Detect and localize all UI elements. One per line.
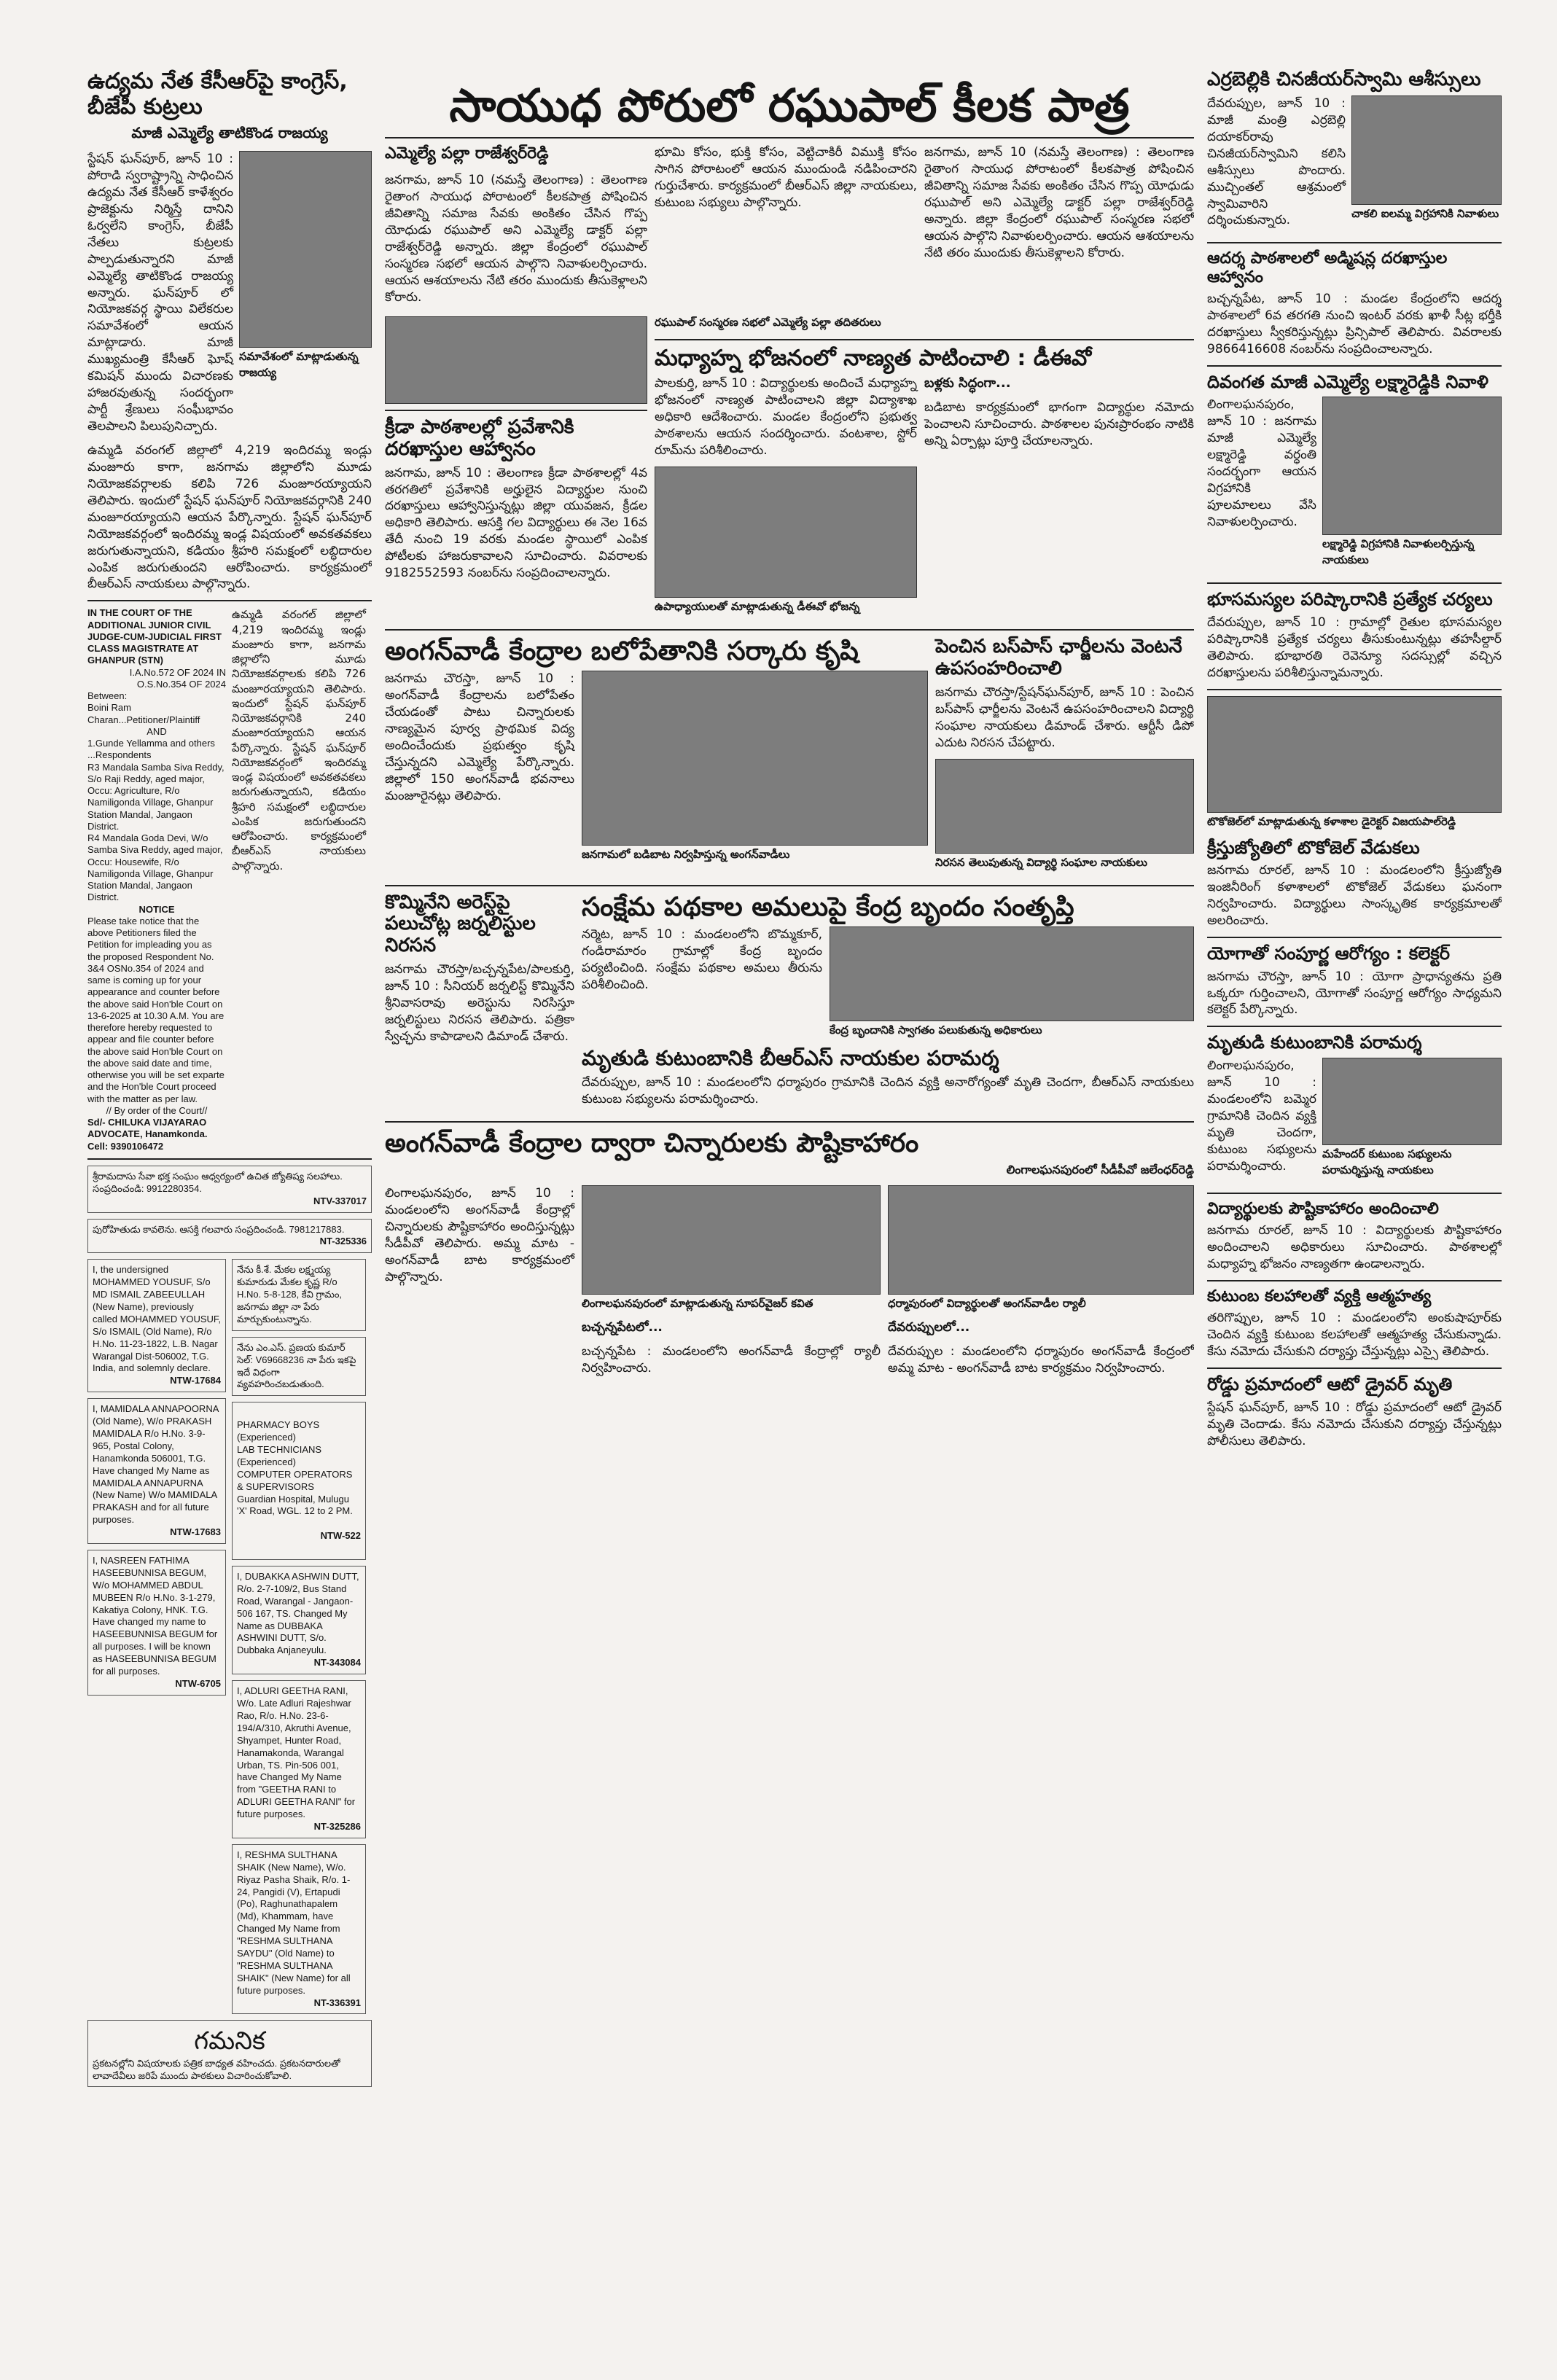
anganwadi-bottom-body: లింగాలఘనపురం, జూన్‌ 10 : మండలంలోని అంగన్‌వాడీ కేంద్రాల్లో చిన్నారులకు పౌష్టికాహారం అందిస్తున్నట్లు సీడీపీవో తెలిపారు. అమ్మ మాట - అంగన్‌వాడీ బాట కార్యక్రమంలో పాల్గొన్నారు. [385,1186,574,1285]
center-column [385,69,1194,2351]
anganwadi-caption-2: ధర్మాపురంలో విద్యార్థులతో అంగన్‌వాడీల ర్యాలీ [888,1297,1086,1311]
court-respondent4: R4 Mandala Goda Devi, W/o Samba Siva Reddy, aged major, Occu: Housewife, R/o Namiligonda Village, Ghanpur Station Mandal, Jangaon District. [87,832,223,903]
ad1-code: NTV-337017 [313,1195,367,1206]
errabelli-photo [1351,95,1502,205]
raghupal-meeting-photo [385,316,647,404]
bus-pass-body: జనగామ చౌరస్తా/స్టేషన్‌ఘన్‌పూర్‌, జూన్‌ 10 : పెంచిన బస్‌పాస్‌ ఛార్జీలను వెంటనే ఉపసంహరించాలని విద్యార్థి సంఘాల నాయకులు డిమాండ్‌ చేశారు. ఆర్టీసీ డిపో ఎదుట నిరసన చేపట్టారు. [935,684,1194,750]
anganwadi-top-caption: జనగామలో బడిబాట నిర్వహిస్తున్న అంగన్‌వాడీలు [582,848,790,862]
sports-headline: క్రీడా పాఠశాలల్లో ప్రవేశానికి దరఖాస్తుల ఆహ్వానం [385,415,574,460]
left-headline: ఉద్యమ నేత కేసీఆర్‌పై కాంగ్రెస్‌, బీజేపీ కుట్రలు [87,69,348,120]
mid-ad5-code: NT-325286 [313,1820,361,1832]
left-body-continued: ఉమ్మడి వరంగల్‌ జిల్లాలో 4,219 ఇందిరమ్మ ఇండ్లు మంజూరు కాగా, జనగామ జిల్లాలోని మూడు నియోజకవర్గాలకు కలిపి 726 మంజూరయ్యాయని తెలిపారు. ఇందులో స్టేషన్‌ ఘన్‌పూర్‌ నియోజకవర్గానికి 240 మంజూరయ్యాయని ఆయన పేర్కొన్నారు. స్టేషన్‌ ఘన్‌పూర్‌ నియోజకవర్గంలో ఇందిరమ్మ ఇండ్ల విషయంలో అవకతవకలు జరుగుతున్నాయని, కడియం శ్రీహరి సమక్షంలో లబ్ధిదారుల ఎంపిక జరుగుతుందని ఆరోపించారు. కార్యక్రమంలో బీఆర్‌ఎస్‌ నాయకులు పాల్గొన్నారు. [232,608,366,873]
yoga-headline: యోగాతో సంపూర్ణ ఆరోగ్యం : కలెక్టర్‌ [1207,943,1451,964]
main-subhead: ఎమ్మెల్యే పల్లా రాజేశ్వర్‌రెడ్డి [385,144,549,163]
main-body-3: జనగామ, జూన్‌ 10 (నమస్తే తెలంగాణ) : తెలంగాణ రైతాంగ సాయుధ పోరాటంలో కీలకపాత్ర పోషించిన జీవితాన్ని సమాజ సేవకు అంకితం చేసిన గొప్ప యోధుడు రఘుపాల్‌ అని ఎమ్మెల్యే డాక్టర్‌ పల్లా రాజేశ్వర్‌రెడ్డి అన్నారు. జిల్లా కేంద్రంలో రఘుపాల్‌ సంస్మరణ సభలో ఆయన పాల్గొని నివాళులర్పించారు. ఆయన ఆశయాలను నేటి తరం ముందుకు తీసుకెళ్లాలని కోరారు. [924,145,1194,260]
central-team-headline: సంక్షేమ పథకాల అమలుపై కేంద్ర బృందం సంతృప్తి [582,891,1074,922]
classified-mid-ad-1 [232,1259,366,1330]
mid-ad2-text: నేను ఎం.ఎస్‌. ప్రణయ కుమార్‌ సెల్‌: V69668236 నా పేరు ఇకపై ఇదే విధంగా వ్యవహరించబడుతుంది. [237,1341,356,1390]
classified-ad-2 [87,1219,372,1254]
anganwadi-top-headline: అంగన్‌వాడీ కేంద్రాల బలోపేతానికి సర్కారు కృషి [385,636,859,666]
right-lower-body-2: జనగామ రూరల్‌, జూన్‌ 10 : విద్యార్థులకు పౌష్టికాహారం అందించాలని అధికారులు సూచించారు. పాఠశాలల్లో మధ్యాహ్న భోజనం నాణ్యతగా ఉండాలన్నారు. [1207,1223,1502,1272]
court-petitioner: Boini Ram Charan...Petitioner/Plaintiff [87,702,200,725]
court-title: IN THE COURT OF THE ADDITIONAL JUNIOR CIVIL JUDGE-CUM-JUDICIAL FIRST CLASS MAGISTRATE AT GHANPUR (STN) [87,607,222,666]
right-headline-4: భూసమస్యల పరిష్కారానికి ప్రత్యేక చర్యలు [1207,589,1493,610]
classified-mid-ad-3 [232,1402,366,1560]
mid-ad3-text: PHARMACY BOYS (Experienced) LAB TECHNICIANS (Experienced) COMPUTER OPERATORS & SUPERVISORS Guardian Hospital, Mulugu 'X' Road, WGL. 12 to 2 PM. [237,1419,353,1517]
right-body-1: దేవరుప్పుల, జూన్‌ 10 : మాజీ మంత్రి ఎర్రబెల్లి దయాకర్‌రావు చినజీయర్‌స్వామిని కలిసి ఆశీస్సులు పొందారు. ముచ్చింతల్‌ ఆశ్రమంలో స్వామివారిని దర్శించుకున్నారు. [1207,95,1346,228]
christ-jyothi-headline: క్రీస్తుజ్యోతిలో టొకోజెల్‌ వేడుకలు [1207,837,1420,858]
mid-ad5-text: I, ADLURI GEETHA RANI, W/o. Late Adluri Rajeshwar Rao, R/o. H.No. 23-6-194/A/310, Akruthi Avenue, Shyampet, Hunter Road, Hanamakonda, Warangal Urban, TS. Pin-506 001, have Changed My Name from "GEETHA RANI to ADLURI GEETHA RANI" for future purposes. [237,1685,356,1820]
mid-ad6-text: I, RESHMA SULTHANA SHAIK (New Name), W/o. Riyaz Pasha Shaik, R/o. 1-24, Pangidi (V), Ertapudi (Po), Raghunathapalem (Md), Khammam, have Changed My Name from "RESHMA SULTHANA SAYDU" (Old Name) to "RESHMA SULTHANA SHAIK" (New Name) for all future purposes. [237,1849,351,1996]
ad2-code: NT-325336 [319,1236,367,1247]
ad2-text: పురోహితుడు కావలెను. ఆసక్తి గలవారు సంప్రదించండి. 7981217883. [93,1223,345,1235]
left-body: స్టేషన్‌ ఘన్‌పూర్‌, జూన్‌ 10 : పోరాడి స్వరాష్ట్రాన్ని సాధించిన ఉద్యమ నేత కేసీఆర్‌ కాళేశ్వరం ప్రాజెక్టును నిర్మిస్తే దానిని ఓర్వలేని కాంగ్రెస్‌, బీజేపీ నేతలు కుట్రలకు పాల్పడుతున్నారని మాజీ ఎమ్మెల్యే తాటికొండ రాజయ్య అన్నారు. ఘన్‌పూర్‌ లో నియోజకవర్గ స్థాయి విలేకరుల సమావేశంలో ఆయన మాట్లాడారు. మాజీ ముఖ్యమంత్రి కేసీఆర్‌ ఘోష్‌ కమిషన్‌ ముందు విచారణకు హాజరవుతున్న సందర్భంగా పార్టీ శ్రేణులు సంఘీభావం తెలపాలని పిలుపునిచ్చారు. [87,152,233,434]
midday-subsection: బళ్లకు సిద్ధంగా... [924,375,1011,391]
central-team-photo [830,926,1194,1021]
court-notice-head: NOTICE [138,903,175,915]
classified-ad-5 [87,1550,226,1696]
classified-notice [87,2020,372,2087]
ad4-text: I, MAMIDALA ANNAPOORNA (Old Name), W/o PRAKASH MAMIDALA R/o H.No. 3-9-965, Postal Colony, Hanamkonda 506001, T.G. Have changed My Name as MAMIDALA ANNAPURNA (New Name) W/o MAMIDALA PRAKASH and for all future purposes. [93,1403,219,1526]
rajaiah-photo [239,151,372,348]
right-headline-3: దివంగత మాజీ ఎమ్మెల్యే లక్ష్మారెడ్డికి నివాళి [1207,371,1488,392]
journalists-headline: కొమ్మినేని అరెస్ట్‌పై పలుచోట్ల జర్నలిస్టుల నిరసన [385,891,536,957]
ad5-code: NTW-6705 [175,1677,221,1689]
classified-mid-ad-2 [232,1337,366,1397]
anganwadi-badibata-photo [582,671,928,846]
deo-photo [655,467,917,598]
court-by-order: // By order of the Court// [106,1104,208,1116]
court-and: AND [147,725,167,737]
mid-ad1-text: నేను కీ.శే. మేకల లక్ష్మయ్య కుమారుడు మేకల కృష్ణ R/o H.No. 5-8-128, కేవి గ్రామం, జనగామ జిల్లా నా పేరు మార్చుకుంటున్నాను. [237,1264,343,1324]
ad1-text: శ్రీరామదాసు సేవా భక్త సంఘం ఆధ్వర్యంలో ఉచిత జ్యోతిష్య సలహాలు. సంప్రదించండి: 9912280354. [93,1170,343,1194]
mid-ad4-code: NT-343084 [313,1657,361,1669]
right-body-2: బచ్చన్నపేట, జూన్‌ 10 : మండల కేంద్రంలోని ఆదర్శ పాఠశాలలో 6వ తరగతి నుంచి ఇంటర్‌ వరకు ఖాళీ సీట్ల భర్తీకి దరఖాస్తులు స్వీకరిస్తున్నట్లు ప్రిన్సిపాల్‌ తెలిపారు. వివరాలకు 9866416608 నంబర్‌ను సంప్రదించాలన్నారు. [1207,291,1502,356]
main-headline: సాయుధ పోరులో రఘుపాల్‌ కీలక పాత్ర [449,79,1130,132]
central-team-body: నర్మెట, జూన్‌ 10 : మండలంలోని బొమ్మకూర్‌, గండిరామారం గ్రామాల్లో కేంద్ర బృందం పర్యటించింది. సంక్షేమ పథకాల అమలు తీరును పరిశీలించింది. [582,926,822,992]
right-lower-body-4: స్టేషన్‌ ఘన్‌పూర్‌, జూన్‌ 10 : రోడ్డు ప్రమాదంలో ఆటో డ్రైవర్‌ మృతి చెందాడు. కేసు నమోదు చేసుకుని దర్యాప్తు చేస్తున్నట్లు పోలీసులు తెలిపారు. [1207,1400,1502,1448]
central-team-caption: కేంద్ర బృందానికి స్వాగతం పలుకుతున్న అధికారులు [830,1023,1042,1037]
condolence-body: దేవరుప్పుల, జూన్‌ 10 : మండలంలోని ధర్మాపురం గ్రామానికి చెందిన వ్యక్తి అనారోగ్యంతో మృతి చెందగా, బీఆర్‌ఎస్‌ నాయకులు కుటుంబ సభ్యులను పరామర్శించారు. [582,1075,1194,1107]
newspaper-page [87,69,1502,2351]
left-subhead: మాజీ ఎమ్మెల్యే తాటికొండ రాజయ్య [131,124,328,141]
ad3-code: NTW-17684 [170,1375,221,1386]
supervisor-kavitha-photo [582,1185,881,1295]
court-respondent1: 1.Gunde Yellamma and others ...Respondents [87,738,215,761]
yoga-body: జనగామ చౌరస్తా, జూన్‌ 10 : యోగా ప్రాధాన్యతను ప్రతి ఒక్కరూ గుర్తించాలని, యోగాతో సంపూర్ణ ఆరోగ్యం సాధ్యమని కలెక్టర్‌ పేర్కొన్నారు. [1207,969,1502,1018]
mid-ad6-code: NT-336391 [313,1997,361,2008]
right-headline-2: ఆదర్శ పాఠశాలలో అడ్మిషన్ల దరఖాస్తుల ఆహ్వానం [1207,249,1448,286]
deo-photo-caption: ఉపాధ్యాయులతో మాట్లాడుతున్న డీఈవో భోజన్న [655,599,860,613]
court-case: I.A.No.572 OF 2024 IN O.S.No.354 OF 2024 [129,666,226,690]
right-lower-headline-2: విద్యార్థులకు పౌష్టికాహారం అందించాలి [1207,1200,1439,1219]
anganwadi-bottom-body-2: బచ్చన్నపేట : మండలంలోని అంగన్‌వాడీ కేంద్రాల్లో ర్యాలీ నిర్వహించారు. [582,1344,881,1376]
condolence-photo [1322,1058,1502,1145]
right-lower-headline-1: మృతుడి కుటుంబానికి పరామర్శ [1207,1032,1422,1053]
notice-text: ప్రకటనల్లోని విషయాలకు పత్రిక బాధ్యత వహించదు. ప్రకటనదారులతో లావాదేవీలు జరిపే ముందు పాఠకులు విచారించుకోవాలి. [93,2057,340,2081]
classified-ad-3 [87,1259,226,1392]
anganwadi-sub-2: దేవరుప్పులలో... [888,1320,970,1335]
mid-ad3-code: NTW-522 [320,1530,361,1542]
anganwadi-bottom-byline: లింగాలఘనపురంలో సీడీపీవో జలేంధర్‌రెడ్డి [1006,1163,1194,1177]
anganwadi-top-body: జనగామ చౌరస్తా, జూన్‌ 10 : అంగన్‌వాడీ కేంద్రాలను బలోపేతం చేయడంతో పాటు చిన్నారులకు నాణ్యమైన పూర్వ ప్రాథమిక విద్య అందించేందుకు ప్రభుత్వం కృషి చేస్తున్నదని ఎమ్మెల్యే పేర్కొన్నారు. జిల్లాలో 150 అంగన్‌వాడీ భవనాలు మంజూరైనట్లు తెలిపారు. [385,671,574,803]
dharmapuram-rally-photo [888,1185,1194,1295]
journalists-body: జనగామ చౌరస్తా/బచ్చన్నపేట/పాలకుర్తి, జూన్‌ 10 : సీనియర్‌ జర్నలిస్ట్‌ కొమ్మినేని శ్రీనివాసరావు అరెస్టును నిరసిస్తూ జర్నలిస్టులు నిరసన తెలిపారు. పత్రికా స్వేచ్ఛను కాపాడాలని డిమాండ్‌ చేశారు. [385,962,574,1044]
court-between: Between: [87,690,128,702]
condolence-headline: మృతుడి కుటుంబానికి బీఆర్‌ఎస్‌ నాయకుల పరామర్శ [582,1045,999,1070]
sports-body: జనగామ, జూన్‌ 10 : తెలంగాణ క్రీడా పాఠశాలల్లో 4వ తరగతిలో ప్రవేశానికి అర్హులైన విద్యార్థుల నుంచి దరఖాస్తులు ఆహ్వానిస్తున్నట్లు జిల్లా యువజన, క్రీడల అధికారి తెలిపారు. ఆసక్తి గల విద్యార్థులు ఈ నెల 16వ తేదీ నుంచి 19 వరకు మండల స్థాయిలో ఎంపిక పోటీలకు హాజరుకావాలని సూచించారు. వివరాలకు 9182552593 నంబర్‌ను సంప్రదించాలన్నారు. [385,465,647,581]
christ-jyothi-photo [1207,696,1502,813]
right-lower-body-3: తరిగొప్పుల, జూన్‌ 10 : మండలంలోని అంకుషాపూర్‌కు చెందిన వ్యక్తి కుటుంబ కలహాలతో ఆత్మహత్య చేసుకున్నాడు. కేసు నమోదు చేసుకుని దర్యాప్తు చేస్తున్నట్లు ఎస్సై తెలిపారు. [1207,1311,1502,1359]
court-notice [87,607,226,1152]
anganwadi-bottom-headline: అంగన్‌వాడీ కేంద్రాల ద్వారా చిన్నారులకు పౌష్టికాహారం [385,1128,919,1158]
left-body-2: ఉమ్మడి వరంగల్‌ జిల్లాలో 4,219 ఇందిరమ్మ ఇండ్లు మంజూరు కాగా, జనగామ జిల్లాలోని మూడు నియోజకవర్గాలకు కలిపి 726 మంజూరయ్యాయని తెలిపారు. ఇందులో స్టేషన్‌ ఘన్‌పూర్‌ నియోజకవర్గానికి 240 మంజూరయ్యాయని ఆయన పేర్కొన్నారు. స్టేషన్‌ ఘన్‌పూర్‌ నియోజకవర్గంలో ఇందిరమ్మ ఇండ్ల విషయంలో అవకతవకలు జరుగుతున్నాయని, కడియం శ్రీహరి సమక్షంలో లబ్ధిదారుల ఎంపిక జరుగుతుందని ఆరోపించారు. కార్యక్రమంలో బీఆర్‌ఎస్‌ నాయకులు పాల్గొన్నారు. [87,442,372,592]
midday-meal-body: పాలకుర్తి, జూన్‌ 10 : విద్యార్థులకు అందించే మధ్యాహ్న భోజనంలో నాణ్యత పాటించాలని జిల్లా విద్యాశాఖ అధికారి ఆదేశించారు. మండల కేంద్రంలోని ప్రభుత్వ పాఠశాలను ఆయన సందర్శించారు. వంటశాల, స్టోర్‌ రూమ్‌ను పరిశీలించారు. [655,376,917,459]
bus-pass-photo [935,759,1194,854]
ad4-code: NTW-17683 [170,1526,221,1538]
right-lower-caption-1: మహేందర్‌ కుటుంబ సభ్యులను పరామర్శిస్తున్న నాయకులు [1322,1147,1452,1177]
right-lower-body-1: లింగాలఘనపురం, జూన్‌ 10 : మండలంలోని బమ్మెర గ్రామానికి చెందిన వ్యక్తి మృతి చెందగా, కుటుంబ సభ్యులను పరామర్శించారు. [1207,1058,1316,1174]
main-body-2: భూమి కోసం, భుక్తి కోసం, వెట్టిచాకిరీ విముక్తి కోసం సాగిన పోరాటంలో ఆయన ముందుండి నడిపించారని గుర్తుచేశారు. కార్యక్రమంలో బీఆర్‌ఎస్‌ జిల్లా నాయకులు, కుటుంబ సభ్యులు పాల్గొన్నారు. [655,145,917,211]
classified-ad-1 [87,1166,372,1213]
lakshmareddy-photo [1322,397,1502,535]
bus-pass-caption: నిరసన తెలుపుతున్న విద్యార్థి సంఘాల నాయకులు [935,855,1147,869]
right-lower-headline-4: రోడ్డు ప్రమాదంలో ఆటో డ్రైవర్‌ మృతి [1207,1374,1453,1395]
right-column [1207,69,1502,2351]
christ-jyothi-body: జనగామ రూరల్‌, జూన్‌ 10 : మండలంలోని క్రీస్తుజ్యోతి ఇంజినీరింగ్‌ కళాశాలలో టొకోజెల్‌ వేడుకలు ఘనంగా నిర్వహించారు. విద్యార్థులు సాంస్కృతిక కార్యక్రమాలతో అలరించారు. [1207,863,1502,929]
court-signature: Sd/- CHILUKA VIJAYARAO ADVOCATE, Hanamkonda. Cell: 9390106472 [87,1117,208,1152]
right-body-3: లింగాలఘనపురం, జూన్‌ 10 : జనగామ మాజీ ఎమ్మెల్యే లక్ష్మారెడ్డి వర్ధంతి సందర్భంగా ఆయన విగ్రహానికి పూలమాలలు వేసి నివాళులర్పించారు. [1207,397,1316,529]
classified-ad-4 [87,1398,226,1544]
ad3-text: I, the undersigned MOHAMMED YOUSUF, S/o MD ISMAIL ZABEEULLAH (New Name), previously called MOHAMMED YOUSUF, S/o ISMAIL (Old Name), R/o H.No. 11-23-1822, L.B. Nagar Warangal Dist-506002, T.G. India, and solemnly declare. [93,1264,222,1374]
rajaiah-photo-caption: సమావేశంలో మాట్లాడుతున్న రాజయ్య [239,350,359,379]
ad5-text: I, NASREEN FATHIMA HASEEBUNNISA BEGUM, W/o MOHAMMED ABDUL MUBEEN R/o H.No. 3-1-279, Kakatiya Colony, HNK. T.G. Have changed my name to HASEEBUNNISA BEGUM for all purposes. I will be known as HASEEBUNNISA BEGUM for all purposes. [93,1555,218,1677]
right-lower-headline-3: కుటుంబ కలహాలతో వ్యక్తి ఆత్మహత్య [1207,1287,1432,1306]
anganwadi-caption-1: లింగాలఘనపురంలో మాట్లాడుతున్న సూపర్‌వైజర్‌ కవిత [582,1297,813,1311]
raghupal-photo-caption: రఘుపాల్‌ సంస్మరణ సభలో ఎమ్మెల్యే పల్లా తదితరులు [655,315,881,329]
bus-pass-headline: పెంచిన బస్‌పాస్‌ ఛార్జీలను వెంటనే ఉపసంహరించాలి [935,635,1182,679]
right-headline-1: ఎర్రబెల్లికి చినజీయర్‌స్వామి ఆశీస్సులు [1207,69,1481,90]
right-caption-3: లక్ష్మారెడ్డి విగ్రహానికి నివాళులర్పిస్తున్న నాయకులు [1322,537,1475,567]
main-body: జనగామ, జూన్‌ 10 (నమస్తే తెలంగాణ) : తెలంగాణ రైతాంగ సాయుధ పోరాటంలో కీలకపాత్ర పోషించిన జీవితాన్ని సమాజ సేవకు అంకితం చేసిన గొప్ప యోధుడు రఘుపాల్‌ అని ఎమ్మెల్యే డాక్టర్‌ పల్లా రాజేశ్వర్‌రెడ్డి అన్నారు. జిల్లా కేంద్రంలో రఘుపాల్‌ సంస్మరణ సభలో ఆయన పాల్గొని నివాళులర్పించారు. ఆయన ఆశయాలను నేటి తరం ముందుకు తీసుకెళ్లాలని కోరారు. [385,173,647,305]
classified-mid-ad-4 [232,1566,366,1674]
anganwadi-bottom-body-3: దేవరుప్పుల : మండలంలోని ధర్మాపురం అంగన్‌వాడీ కేంద్రంలో అమ్మ మాట - అంగన్‌వాడీ బాట కార్యక్రమం నిర్వహించారు. [888,1344,1194,1376]
midday-body-2: బడిబాట కార్యక్రమంలో భాగంగా విద్యార్థుల నమోదు పెంచాలని సూచించారు. పాఠశాలల పునఃప్రారంభం నాటికి అన్ని ఏర్పాట్లు పూర్తి చేయాలన్నారు. [924,400,1194,449]
anganwadi-sub-1: బచ్చన్నపేటలో... [582,1320,663,1335]
court-respondent3: R3 Mandala Samba Siva Reddy, S/o Raji Reddy, aged major, Occu: Agriculture, R/o Namiligonda Village, Ghanpur Station Mandal, Jangaon District. [87,761,225,832]
classified-mid-ad-5 [232,1680,366,1838]
christ-jyothi-caption: టొకోజెల్‌లో మాట్లాడుతున్న కళాశాల డైరెక్టర్‌ విజయపాల్‌రెడ్డి [1207,814,1456,828]
court-notice-text: Please take notice that the above Petitioners filed the Petition for impleading you as the proposed Respondent No. 3&4 OSNo.354 of 2024 and same is coming up for your appearance and counter before the above said Hon'ble Court on 13-6-2025 at 10.30 A.M. You are therefore hereby requested to appear and file counter before the above said Hon'ble Court on the above said date and time, otherwise you will be set exparte and the Hon'ble Court proceed with the matter as per law. [87,915,225,1104]
classified-mid-ad-6 [232,1844,366,2015]
right-caption-1: చాకలి ఐలమ్మ విగ్రహానికి నివాళులు [1351,206,1499,220]
notice-title: గమనిక [194,2027,265,2056]
left-column [87,69,372,2351]
right-body-4: దేవరుప్పుల, జూన్‌ 10 : గ్రామాల్లో రైతుల భూసమస్యల పరిష్కారానికి ప్రత్యేక చర్యలు తీసుకుంటున్నట్లు తహసీల్దార్‌ తెలిపారు. భూభారతి రెవెన్యూ సదస్సుల్లో వచ్చిన దరఖాస్తులను పరిశీలిస్తున్నామన్నారు. [1207,614,1502,680]
mid-ad4-text: I, DUBAKKA ASHWIN DUTT, R/o. 2-7-109/2, Bus Stand Road, Warangal - Jangaon-506 167, TS. Changed My Name as DUBBAKA ASHWINI DUTT, S/o. Dubbaka Anjaneyulu. [237,1571,359,1656]
midday-meal-headline: మధ్యాహ్న భోజనంలో నాణ్యత పాటించాలి : డీఈవో [655,345,1092,371]
